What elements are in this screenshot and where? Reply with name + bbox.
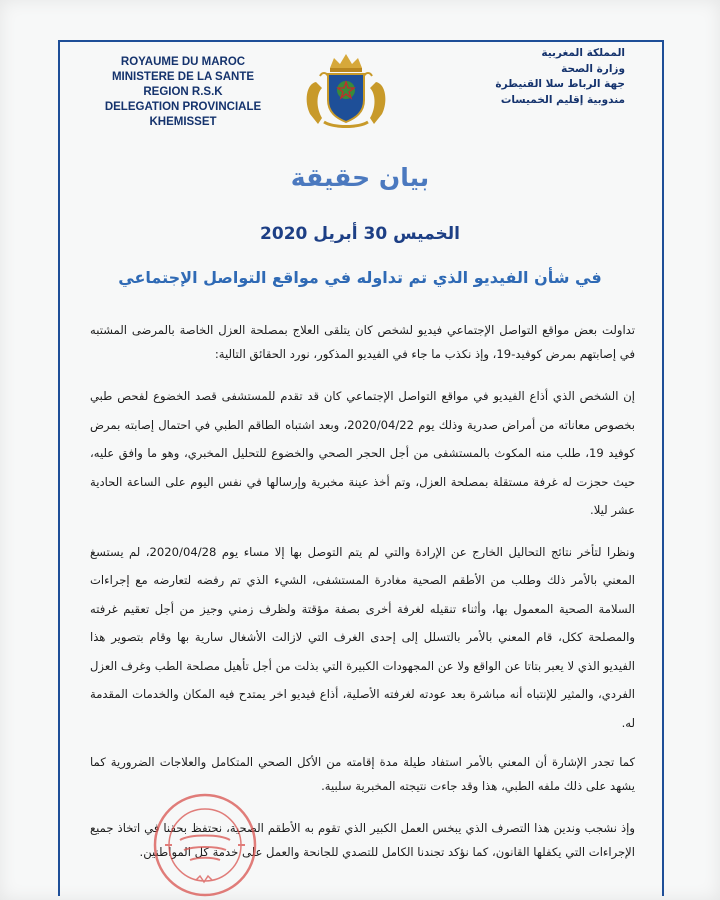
official-stamp-icon [150,790,260,900]
header-left-line: MINISTERE DE LA SANTE [111,71,255,83]
body-paragraph: إن الشخص الذي أذاع الفيديو في مواقع التواصل الإجتماعي كان قد تقدم للمستشفى قصد الخضوع لفحص طبي بخصوص معاناته من أمراض صدرية وذلك يوم 2020/04/22، وبعد اشتباه الطاقم الطبي في احتمال إصابته بمرض كوفيد 19، طلب منه المكوث بالمستشفى من أجل الحجر الصحي والخضوع للتحليل المخبري، وهو ما وافق عليه، حيث حجزت له غرفة مستقلة بمصلحة العزل، وتم أخذ عينة مخبرية وإرسالها في نفس اليوم على الساعة الحادية عشر ليلا. [90,389,636,517]
header-right-line: وزارة الصحة [561,62,625,75]
document-subject: في شأن الفيديو الذي تم تداوله في مواقع التواصل الإجتماعي [118,268,602,287]
body-paragraph: تداولت بعض مواقع التواصل الإجتماعي فيديو لشخص كان يتلقى العلاج بمصلحة العزل الخاصة بالمرضى المشتبه في إصابتهم بمرض كوفيد-19، وإذ نكذب ما جاء في الفيديو المذكور، نورد الحقائق التالية: [90,323,635,361]
header-right-line: مندوبية إقليم الخميسات [500,93,625,106]
header-left-line: KHEMISSET [149,116,217,128]
body-paragraph: كما تجدر الإشارة أن المعني بالأمر استفاد طيلة مدة إقامته من الأكل الصحي المتكامل والعلاجات الضرورية كما يشهد على ذلك ملفه الطبي، هذا وقد جاءت نتيجته المخبرية سلبية. [90,755,635,793]
header-arabic [470,46,625,108]
header-right-line: جهة الرباط سلا القنيطرة [495,78,625,90]
header-french [88,55,278,130]
body-paragraph: ونظرا لتأخر نتائج التحاليل الخارج عن الإرادة والتي لم يتم التوصل بها إلا مساء يوم 2020/04/28، لم يستسغ المعني بالأمر ذلك وطلب من الأطقم الصحية مغادرة المستشفى، الشيء الذي تم رفضه لتعارضه مع إجراءات السلامة الصحية المعمول بها، وأثناء تنقيله لغرفة أخرى بصفة مؤقتة ولظرف زمني وجيز من أجل تعقيم غرفته والمصلحة ككل، قام المعني بالأمر بالتسلل إلى إحدى الغرف التي لازالت الأشغال سارية بها وقام بتصوير هذا الفيديو الذي لا يعبر بتاتا عن الواقع ولا عن المجهودات الكبيرة التي بذلت من أجل تأهيل مصلحة الطب وغرف العزل الفردي، والمثير للإنتباه أنه مباشرة بعد عودته لغرفته الأصلية، أذاع فيديو اخر يمتدح فيه المكان والخدمات المقدمة له. [90,544,635,730]
header-left-line: ROYAUME DU MAROC [120,56,246,68]
royal-coat-of-arms-icon [300,52,392,130]
header-left-line: DELEGATION PROVINCIALE [104,101,262,113]
body-paragraph: وإذ نشجب وندين هذا التصرف الذي يبخس العمل الكبير الذي تقوم به الأطقم الصحية، نحتفظ بحقنا في اتخاذ جميع الإجراءات التي يكفلها القانون، كما نؤكد تجندنا الكامل للتصدي للجانحة والعمل على خدمة كل المواطنين. [90,821,635,859]
header-right-line: المملكة المغربية [541,47,625,59]
document-date: الخميس 30 أبريل 2020 [260,224,460,244]
document-body [90,318,635,864]
document-title: بيان حقيقة [290,163,430,192]
header-left-line: REGION R.S.K [143,86,223,98]
